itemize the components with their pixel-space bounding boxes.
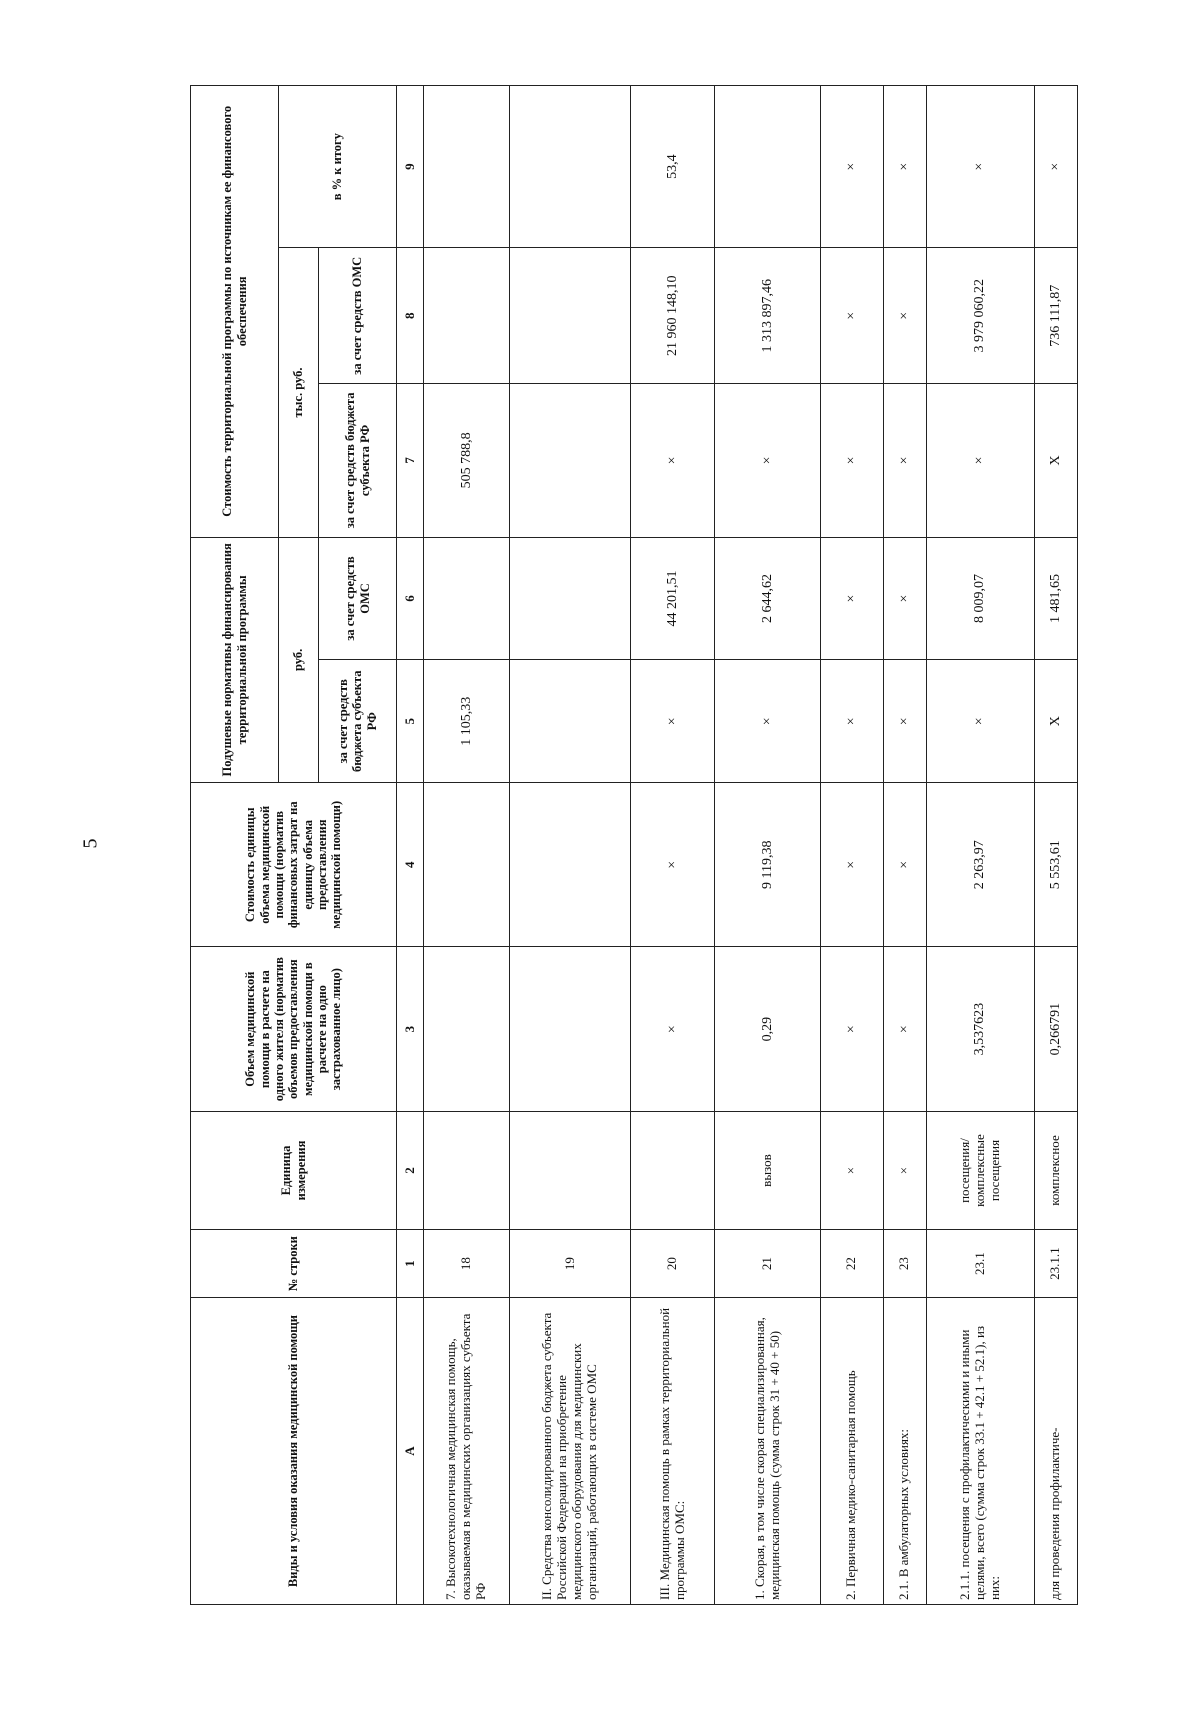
row-norm-budget: × — [821, 660, 884, 783]
row-norm-oms: 8 009,07 — [926, 537, 1034, 660]
row-percent: × — [883, 86, 926, 248]
table-row — [510, 86, 631, 1605]
row-percent — [510, 86, 631, 248]
row-percent — [715, 86, 821, 248]
row-volume: × — [821, 947, 884, 1111]
header-percent: в % к итогу — [279, 86, 397, 248]
row-unit: посещения/комплексные посещения — [926, 1111, 1034, 1229]
header-volume: Объем медицинской помощи в расчете на одного жителя (норматив объемов предоставления медицинской помощи в расчете на одно застрахованное лицо) — [191, 947, 397, 1111]
row-cost-budget: Х — [1034, 384, 1077, 537]
row-norm-oms — [510, 537, 631, 660]
row-unit — [631, 1111, 715, 1229]
row-norm-budget: 1 105,33 — [424, 660, 510, 783]
header-norm-budget: за счет средств бюджета субъекта РФ — [319, 660, 397, 783]
row-norm-oms: × — [883, 537, 926, 660]
page-number: 5 — [79, 838, 102, 849]
row-name: 2.1.1. посещения с профилактическими и иными целями, всего (сумма строк 33.1 + 42.1 + 52.1), из них: — [926, 1298, 1034, 1605]
row-norm-budget: × — [926, 660, 1034, 783]
header-norm-oms: за счет средств ОМС — [319, 537, 397, 660]
header-unit-cost: Стоимость единицы объема медицинской помощи (норматив финансовых затрат на единицу объема предоставления медицинской помощи) — [191, 783, 397, 947]
row-name: II. Средства консолидированного бюджета субъекта Российской Федерации на приобретение медицинского оборудования для медицинских организаций, работающих в системе ОМС — [510, 1298, 631, 1605]
row-unit-cost: 2 263,97 — [926, 783, 1034, 947]
row-unit: × — [883, 1111, 926, 1229]
row-volume: 0,29 — [715, 947, 821, 1111]
row-cost-oms: 736 111,87 — [1034, 248, 1077, 384]
header-kinds: Виды и условия оказания медицинской помощи — [191, 1298, 397, 1605]
index-cell: 5 — [397, 660, 424, 783]
row-cost-oms — [424, 248, 510, 384]
index-cell: 2 — [397, 1111, 424, 1229]
header-cost-oms: за счет средств ОМС — [319, 248, 397, 384]
row-volume — [510, 947, 631, 1111]
row-norm-oms: 44 201,51 — [631, 537, 715, 660]
row-line: 20 — [631, 1230, 715, 1298]
row-cost-budget: × — [883, 384, 926, 537]
row-name: для проведения профилактиче- — [1034, 1298, 1077, 1605]
row-percent: 53,4 — [631, 86, 715, 248]
row-volume: × — [631, 947, 715, 1111]
row-unit: вызов — [715, 1111, 821, 1229]
row-cost-oms: 1 313 897,46 — [715, 248, 821, 384]
row-norm-oms — [424, 537, 510, 660]
row-line: 22 — [821, 1230, 884, 1298]
territorial-program-table-wrap — [190, 85, 1078, 1605]
header-per-capita-norms: Подушевые нормативы финансирования территориальной программы — [191, 537, 279, 782]
row-name: 2.1. В амбулаторных условиях: — [883, 1298, 926, 1605]
index-cell: 6 — [397, 537, 424, 660]
header-unit-thousand-rub: тыс. руб. — [279, 248, 319, 537]
row-norm-budget: × — [631, 660, 715, 783]
row-unit-cost: 9 119,38 — [715, 783, 821, 947]
row-unit — [510, 1111, 631, 1229]
row-line: 18 — [424, 1230, 510, 1298]
row-name: 2. Первичная медико-санитарная помощь — [821, 1298, 884, 1605]
row-percent — [424, 86, 510, 248]
row-norm-oms: 2 644,62 — [715, 537, 821, 660]
row-unit-cost: × — [821, 783, 884, 947]
row-norm-budget — [510, 660, 631, 783]
row-volume: × — [883, 947, 926, 1111]
row-line: 23.1 — [926, 1230, 1034, 1298]
row-volume: 0,266791 — [1034, 947, 1077, 1111]
index-cell: 8 — [397, 248, 424, 384]
row-unit-cost: × — [631, 783, 715, 947]
row-norm-budget: Х — [1034, 660, 1077, 783]
row-cost-budget: × — [926, 384, 1034, 537]
index-cell: 4 — [397, 783, 424, 947]
header-program-cost: Стоимость территориальной программы по источникам ее финансового обеспечения — [191, 86, 279, 538]
row-name: 1. Скорая, в том числе скорая специализированная, медицинская помощь (сумма строк 31 + 40 + 50) — [715, 1298, 821, 1605]
index-cell: 9 — [397, 86, 424, 248]
territorial-program-table — [190, 85, 1078, 1605]
row-unit-cost: 5 553,61 — [1034, 783, 1077, 947]
row-line: 23.1.1 — [1034, 1230, 1077, 1298]
row-line: 19 — [510, 1230, 631, 1298]
table-row — [926, 86, 1034, 1605]
table-row — [715, 86, 821, 1605]
header-line-number: № строки — [191, 1230, 397, 1298]
row-unit-cost — [510, 783, 631, 947]
row-cost-oms — [510, 248, 631, 384]
index-cell: 1 — [397, 1230, 424, 1298]
row-cost-oms: × — [821, 248, 884, 384]
row-name: 7. Высокотехнологичная медицинская помощь, оказываемая в медицинских организациях субъекта РФ — [424, 1298, 510, 1605]
row-cost-oms: 21 960 148,10 — [631, 248, 715, 384]
index-cell: 7 — [397, 384, 424, 537]
index-cell: 3 — [397, 947, 424, 1111]
row-unit-cost — [424, 783, 510, 947]
row-unit — [424, 1111, 510, 1229]
row-percent: × — [821, 86, 884, 248]
row-volume — [424, 947, 510, 1111]
row-norm-oms: × — [821, 537, 884, 660]
table-row — [1034, 86, 1077, 1605]
row-percent: × — [926, 86, 1034, 248]
table-row — [631, 86, 715, 1605]
column-index-row — [397, 86, 424, 1605]
header-cost-budget: за счет средств бюджета субъекта РФ — [319, 384, 397, 537]
row-unit-cost: × — [883, 783, 926, 947]
row-norm-budget: × — [715, 660, 821, 783]
row-line: 23 — [883, 1230, 926, 1298]
row-line: 21 — [715, 1230, 821, 1298]
table-row — [821, 86, 884, 1605]
row-cost-oms: × — [883, 248, 926, 384]
row-name: III. Медицинская помощь в рамках территориальной программы ОМС: — [631, 1298, 715, 1605]
row-cost-budget: 505 788,8 — [424, 384, 510, 537]
row-volume: 3,537623 — [926, 947, 1034, 1111]
row-norm-oms: 1 481,65 — [1034, 537, 1077, 660]
table-row — [424, 86, 510, 1605]
row-percent: × — [1034, 86, 1077, 248]
index-cell: А — [397, 1298, 424, 1605]
header-unit: Единица измерения — [191, 1111, 397, 1229]
row-unit: комплексное — [1034, 1111, 1077, 1229]
row-cost-budget: × — [821, 384, 884, 537]
row-cost-budget: × — [631, 384, 715, 537]
row-cost-budget: × — [715, 384, 821, 537]
row-cost-oms: 3 979 060,22 — [926, 248, 1034, 384]
row-norm-budget: × — [883, 660, 926, 783]
row-cost-budget — [510, 384, 631, 537]
header-unit-rub: руб. — [279, 537, 319, 782]
row-unit: × — [821, 1111, 884, 1229]
table-row — [883, 86, 926, 1605]
